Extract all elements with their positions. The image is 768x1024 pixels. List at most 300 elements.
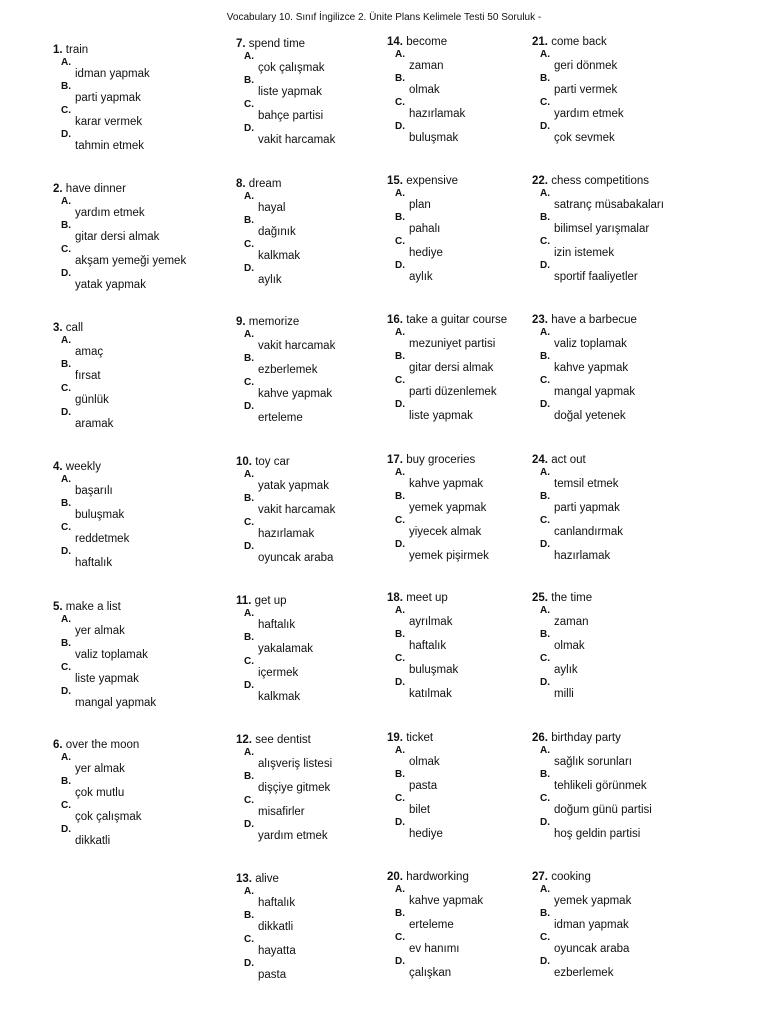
question-number: 18. [387,592,403,604]
question-text: toy car [255,456,290,468]
option-text: plan [409,199,431,211]
option-text: dişçiye gitmek [258,782,331,794]
question-number: 22. [532,175,548,187]
answer-option[interactable] [53,522,238,546]
option-letter: B. [540,73,550,84]
option-letter: C. [395,515,405,526]
option-letter: D. [395,956,405,967]
option-text: parti vermek [554,84,618,96]
question-number: 11. [236,595,252,607]
option-text: yer almak [75,625,125,637]
option-text: parti düzenlemek [409,386,497,398]
option-letter: A. [395,49,405,60]
answer-option[interactable] [532,932,717,956]
answer-option[interactable] [53,546,238,570]
answer-option[interactable] [53,662,238,686]
option-letter: C. [540,236,550,247]
option-text: yemek yapmak [554,895,632,907]
answer-option[interactable] [532,121,717,145]
option-text: kalkmak [258,691,301,703]
option-text: yemek yapmak [409,502,487,514]
option-text: vakit harcamak [258,340,336,352]
answer-option[interactable] [532,212,717,236]
answer-option[interactable] [532,467,717,491]
option-letter: A. [61,335,71,346]
option-letter: B. [61,359,71,370]
option-letter: D. [244,958,254,969]
question-prompt [53,182,238,196]
answer-option[interactable] [532,97,717,121]
question-number: 26. [532,732,548,744]
answer-option[interactable] [532,515,717,539]
option-letter: B. [395,351,405,362]
option-text: haftalık [258,897,296,909]
option-letter: A. [61,196,71,207]
option-text: hazırlamak [258,528,315,540]
option-text: aramak [75,418,114,430]
question-number: 20. [387,871,403,883]
option-text: milli [554,688,574,700]
question-text: have dinner [65,183,126,195]
question-number: 12. [236,734,252,746]
answer-option[interactable] [53,800,238,824]
answer-option[interactable] [532,188,717,212]
question [532,870,717,980]
option-letter: B. [61,498,71,509]
answer-option[interactable] [532,236,717,260]
question-number: 25. [532,592,548,604]
question-text: take a guitar course [406,314,508,326]
option-letter: D. [395,677,405,688]
question-prompt [53,43,238,57]
question-text: make a list [65,601,121,613]
option-text: buluşmak [75,509,125,521]
answer-option[interactable] [532,884,717,908]
option-letter: C. [540,793,550,804]
answer-option[interactable] [532,399,717,423]
option-text: hediye [409,828,443,840]
question-number: 13. [236,873,252,885]
option-letter: A. [244,886,254,897]
option-letter: B. [244,493,254,504]
option-letter: A. [244,329,254,340]
option-letter: B. [61,81,71,92]
answer-option[interactable] [53,614,238,638]
question-text: buy groceries [406,454,476,466]
option-text: erteleme [258,412,303,424]
answer-option[interactable] [53,752,238,776]
option-text: fırsat [75,370,101,382]
option-letter: D. [61,129,71,140]
question-number: 7. [236,38,246,50]
question-number: 5. [53,601,63,613]
answer-option[interactable] [53,220,238,244]
option-letter: D. [395,817,405,828]
question [53,600,238,710]
option-text: hayatta [258,945,296,957]
answer-option[interactable] [53,57,238,81]
question-number: 17. [387,454,403,466]
answer-option[interactable] [532,351,717,375]
option-letter: C. [395,97,405,108]
option-letter: D. [540,817,550,828]
option-text: mangal yapmak [75,697,157,709]
option-text: çok çalışmak [258,62,325,74]
option-text: canlandırmak [554,526,624,538]
question-number: 21. [532,36,548,48]
option-text: hoş geldin partisi [554,828,641,840]
option-text: tahmin etmek [75,140,145,152]
option-text: ev hanımı [409,943,460,955]
question-number: 14. [387,36,403,48]
option-text: kahve yapmak [554,362,629,374]
question-number: 10. [236,456,252,468]
option-text: vakit harcamak [258,134,336,146]
question-prompt [53,321,238,335]
option-letter: C. [244,239,254,250]
option-text: amaç [75,346,104,358]
answer-option[interactable] [532,375,717,399]
option-text: pahalı [409,223,441,235]
option-letter: C. [244,795,254,806]
option-letter: C. [395,375,405,386]
question [53,460,238,570]
option-text: çok mutlu [75,787,125,799]
answer-option[interactable] [532,769,717,793]
option-text: yatak yapmak [258,480,329,492]
option-letter: A. [540,49,550,60]
question [53,738,238,848]
question-text: act out [551,454,586,466]
answer-option[interactable] [532,908,717,932]
question-text: call [65,322,84,334]
answer-option[interactable] [53,686,238,710]
question-prompt [53,600,238,614]
answer-option[interactable] [532,653,717,677]
option-text: katılmak [409,688,452,700]
answer-option[interactable] [532,49,717,73]
question-prompt [532,313,717,327]
option-letter: C. [395,236,405,247]
option-text: geri dönmek [554,60,618,72]
answer-option[interactable] [53,474,238,498]
option-text: satranç müsabakaları [554,199,664,211]
option-text: mezuniyet partisi [409,338,496,350]
option-text: parti yapmak [554,502,620,514]
option-text: olmak [554,640,585,652]
question-text: see dentist [255,734,311,746]
option-letter: A. [244,191,254,202]
option-text: aylık [409,271,433,283]
option-text: olmak [409,84,440,96]
option-text: yatak yapmak [75,279,146,291]
option-text: tehlikeli görünmek [554,780,647,792]
option-letter: D. [395,399,405,410]
option-letter: B. [540,629,550,640]
option-text: hediye [409,247,443,259]
option-letter: B. [61,638,71,649]
question-text: birthday party [551,732,621,744]
answer-option[interactable] [532,629,717,653]
option-letter: B. [395,73,405,84]
answer-option[interactable] [532,539,717,563]
answer-option[interactable] [53,335,238,359]
option-letter: D. [540,260,550,271]
answer-option[interactable] [532,260,717,284]
option-letter: A. [244,608,254,619]
option-letter: D. [540,539,550,550]
option-letter: C. [540,515,550,526]
option-letter: D. [244,819,254,830]
option-letter: D. [61,407,71,418]
option-text: çok çalışmak [75,811,142,823]
option-letter: A. [395,467,405,478]
option-letter: B. [540,908,550,919]
answer-option[interactable] [53,129,238,153]
option-text: pasta [258,969,287,981]
option-letter: C. [395,932,405,943]
option-letter: B. [540,351,550,362]
option-text: sportif faaliyetler [554,271,638,283]
option-text: parti yapmak [75,92,141,104]
option-letter: C. [61,244,71,255]
answer-option[interactable] [532,956,717,980]
question-number: 16. [387,314,403,326]
option-letter: A. [540,605,550,616]
question-text: ticket [406,732,434,744]
option-text: valiz toplamak [554,338,627,350]
question-text: dream [248,178,282,190]
option-text: kahve yapmak [409,478,484,490]
answer-option[interactable] [532,817,717,841]
option-letter: B. [540,212,550,223]
answer-option[interactable] [53,407,238,431]
answer-option[interactable] [53,824,238,848]
question [53,321,238,431]
option-letter: B. [244,632,254,643]
option-text: zaman [554,616,589,628]
question-number: 23. [532,314,548,326]
option-text: haftalık [409,640,447,652]
option-text: yardım etmek [554,108,624,120]
option-letter: C. [395,653,405,664]
question-prompt [53,460,238,474]
option-text: çok sevmek [554,132,615,144]
option-letter: A. [540,884,550,895]
option-letter: B. [61,776,71,787]
option-letter: D. [395,260,405,271]
question-number: 24. [532,454,548,466]
option-letter: D. [244,401,254,412]
option-text: idman yapmak [554,919,629,931]
question-prompt [532,731,717,745]
option-text: bilimsel yarışmalar [554,223,650,235]
question-number: 8. [236,178,246,190]
option-text: gitar dersi almak [409,362,494,374]
option-letter: A. [244,747,254,758]
answer-option[interactable] [53,776,238,800]
option-letter: D. [540,956,550,967]
option-text: ezberlemek [258,364,318,376]
question-prompt [532,591,717,605]
option-text: bahçe partisi [258,110,324,122]
question-prompt [532,174,717,188]
option-letter: C. [540,375,550,386]
question-text: hardworking [406,871,469,883]
option-letter: B. [395,769,405,780]
option-letter: B. [395,908,405,919]
option-letter: C. [244,517,254,528]
option-text: mangal yapmak [554,386,636,398]
option-text: yer almak [75,763,125,775]
option-letter: C. [540,653,550,664]
option-letter: D. [61,824,71,835]
question-text: expensive [406,175,458,187]
question-number: 3. [53,322,63,334]
question-text: train [65,44,89,56]
option-letter: C. [244,99,254,110]
option-text: günlük [75,394,109,406]
option-letter: B. [540,491,550,502]
option-letter: A. [244,469,254,480]
question-text: weekly [65,461,101,473]
option-text: yemek pişirmek [409,550,489,562]
question [53,182,238,292]
answer-option[interactable] [532,327,717,351]
option-letter: B. [395,212,405,223]
option-letter: D. [540,677,550,688]
option-text: temsil etmek [554,478,619,490]
option-text: liste yapmak [409,410,473,422]
option-letter: B. [395,491,405,502]
option-letter: A. [61,474,71,485]
option-text: kahve yapmak [258,388,333,400]
option-letter: B. [244,353,254,364]
question [532,453,717,563]
option-text: ezberlemek [554,967,614,979]
question [532,174,717,284]
question-number: 15. [387,175,403,187]
question-text: memorize [248,316,300,328]
option-text: dağınık [258,226,296,238]
answer-option[interactable] [532,745,717,769]
answer-option[interactable] [532,793,717,817]
option-text: dikkatli [75,835,111,847]
option-letter: B. [244,910,254,921]
answer-option[interactable] [53,196,238,220]
option-letter: A. [244,51,254,62]
option-text: oyuncak araba [554,943,630,955]
option-text: yakalamak [258,643,313,655]
option-letter: C. [61,522,71,533]
page-title: Vocabulary 10. Sınıf İngilizce 2. Ünite Plans Kelimele Testi 50 Soruluk - [226,12,542,23]
question [532,35,717,145]
question-text: get up [254,595,287,607]
option-text: yardım etmek [258,830,328,842]
answer-option[interactable] [53,498,238,522]
option-letter: B. [244,215,254,226]
option-letter: A. [395,884,405,895]
option-text: hazırlamak [554,550,611,562]
question-text: come back [551,36,607,48]
answer-option[interactable] [53,244,238,268]
option-text: karar vermek [75,116,143,128]
option-letter: B. [395,629,405,640]
option-letter: C. [61,383,71,394]
option-text: dikkatli [258,921,294,933]
option-text: gitar dersi almak [75,231,160,243]
option-letter: C. [61,105,71,116]
answer-option[interactable] [53,268,238,292]
option-letter: D. [61,686,71,697]
question-text: have a barbecue [551,314,637,326]
option-text: buluşmak [409,132,459,144]
answer-option[interactable] [53,638,238,662]
option-text: erteleme [409,919,454,931]
option-letter: D. [244,263,254,274]
option-letter: B. [244,75,254,86]
answer-option[interactable] [532,73,717,97]
option-text: yardım etmek [75,207,145,219]
option-text: aylık [258,274,282,286]
option-text: aylık [554,664,578,676]
option-text: doğal yetenek [554,410,626,422]
option-letter: A. [540,327,550,338]
answer-option[interactable] [532,491,717,515]
answer-option[interactable] [532,605,717,629]
answer-option[interactable] [53,105,238,129]
option-letter: C. [540,97,550,108]
option-letter: D. [244,541,254,552]
question-text: meet up [406,592,448,604]
answer-option[interactable] [532,677,717,701]
question-text: over the moon [65,739,140,751]
question-prompt [532,870,717,884]
answer-option[interactable] [53,383,238,407]
option-letter: A. [395,745,405,756]
option-letter: C. [61,800,71,811]
option-text: çalışkan [409,967,452,979]
option-text: içermek [258,667,299,679]
option-letter: D. [244,123,254,134]
answer-option[interactable] [53,359,238,383]
option-text: misafirler [258,806,305,818]
question [532,731,717,841]
question-number: 1. [53,44,63,56]
option-text: sağlık sorunları [554,756,632,768]
option-letter: B. [61,220,71,231]
option-text: doğum günü partisi [554,804,652,816]
question-text: chess competitions [551,175,649,187]
option-letter: C. [244,934,254,945]
option-text: olmak [409,756,440,768]
option-letter: C. [61,662,71,673]
option-letter: A. [61,57,71,68]
option-letter: C. [244,656,254,667]
question [53,43,238,153]
question-number: 4. [53,461,63,473]
option-text: liste yapmak [258,86,322,98]
option-text: akşam yemeği yemek [75,255,187,267]
question-text: cooking [551,871,591,883]
question-text: the time [551,592,593,604]
option-text: izin istemek [554,247,615,259]
option-letter: B. [540,769,550,780]
option-text: idman yapmak [75,68,150,80]
option-text: valiz toplamak [75,649,148,661]
option-letter: A. [395,188,405,199]
answer-option[interactable] [53,81,238,105]
